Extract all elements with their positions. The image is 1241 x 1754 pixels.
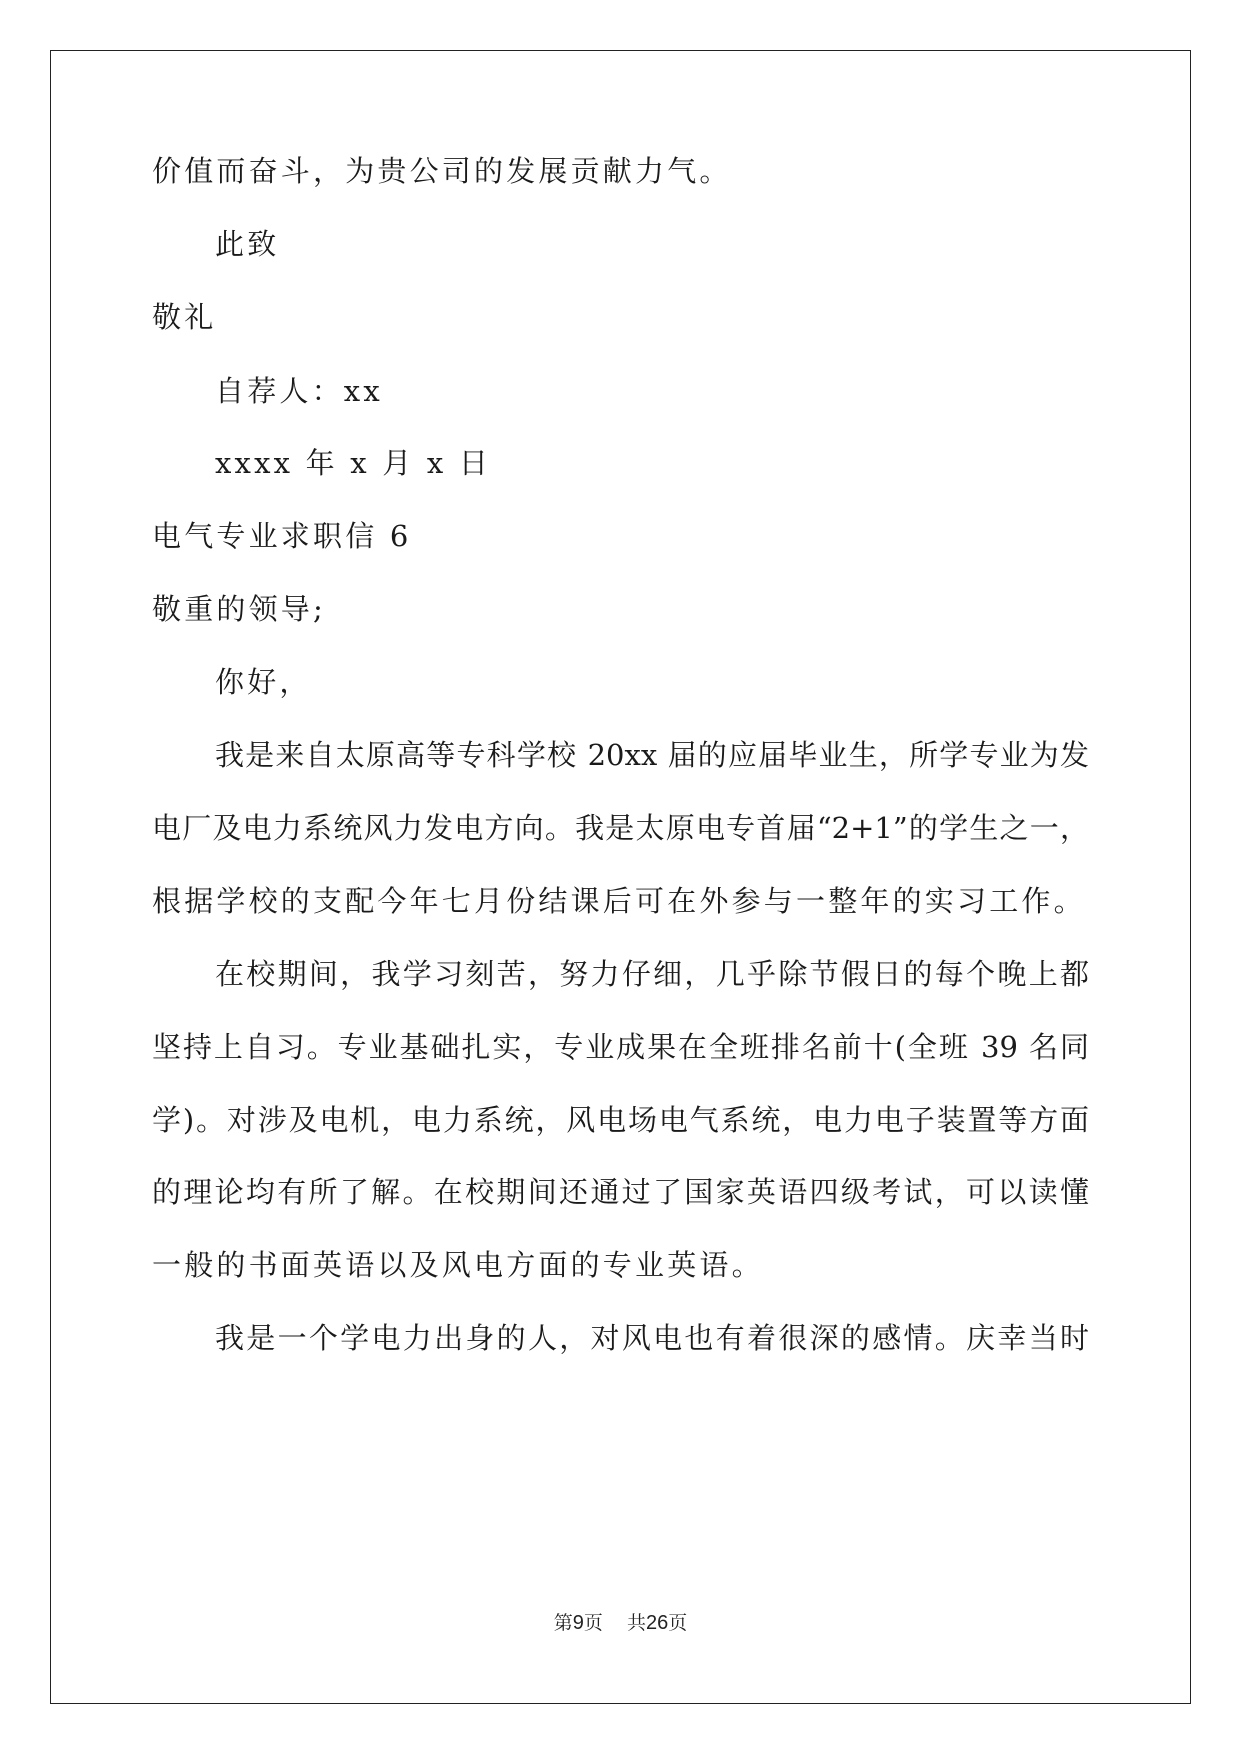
letter-title: 电气专业求职信 6	[152, 519, 412, 553]
page-suffix: 页	[583, 1612, 603, 1634]
letter-hello: 你好，	[215, 665, 312, 699]
letter-greeting: 敬重的领导;	[152, 592, 326, 626]
total-suffix: 页	[668, 1612, 688, 1634]
paragraph-line: 电厂及电力系统风力发电方向。我是太原电专首届“2+1”的学生之一，	[152, 811, 1089, 845]
page-number: 9	[572, 1612, 584, 1634]
salutation-closing: 此致	[215, 227, 280, 261]
paragraph-line: 坚持上自习。专业基础扎实，专业成果在全班排名前十(全班 39 名同	[152, 1030, 1089, 1064]
paragraph-line: 我是来自太原高等专科学校 20xx 届的应届毕业生，所学专业为发	[215, 738, 1089, 772]
page-footer	[0, 1611, 1241, 1635]
paragraph-line: 价值而奋斗，为贵公司的发展贡献力气。	[152, 154, 732, 188]
page-prefix: 第	[553, 1612, 573, 1634]
paragraph-line: 的理论均有所了解。在校期间还通过了国家英语四级考试，可以读懂	[152, 1175, 1089, 1209]
page-border	[50, 50, 1191, 1704]
paragraph-line: 我是一个学电力出身的人，对风电也有着很深的感情。庆幸当时	[215, 1321, 1089, 1355]
paragraph-line: 在校期间，我学习刻苦，努力仔细，几乎除节假日的每个晚上都	[215, 957, 1089, 991]
total-prefix: 共	[627, 1612, 647, 1634]
total-pages: 26	[646, 1612, 669, 1634]
paragraph-line: 学)。对涉及电机，电力系统，风电场电气系统，电力电子装置等方面	[152, 1103, 1089, 1137]
signature-line: 自荐人：xx	[215, 374, 383, 408]
salutation-regards: 敬礼	[152, 300, 217, 334]
paragraph-line: 一般的书面英语以及风电方面的专业英语。	[152, 1248, 764, 1282]
date-line: xxxx 年 x 月 x 日	[215, 446, 492, 480]
paragraph-line: 根据学校的支配今年七月份结课后可在外参与一整年的实习工作。	[152, 884, 1086, 918]
